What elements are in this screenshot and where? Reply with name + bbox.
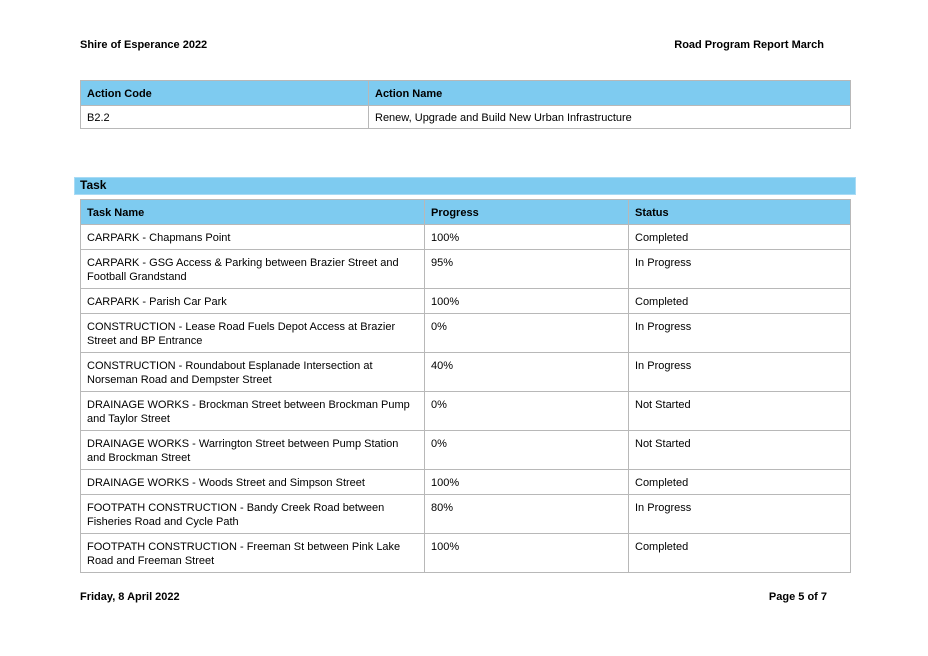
action-table-row [81, 106, 851, 129]
task-name-cell: DRAINAGE WORKS - Brockman Street between Brockman Pump and Taylor Street [81, 392, 425, 431]
action-table [80, 80, 851, 129]
task-table-header-row [81, 200, 851, 225]
table-row [81, 534, 851, 573]
table-row [81, 470, 851, 495]
action-code-cell: B2.2 [81, 106, 369, 129]
task-status-cell: In Progress [629, 495, 851, 534]
task-progress-cell: 0% [425, 431, 629, 470]
task-table [80, 199, 851, 573]
task-progress-cell: 100% [425, 225, 629, 250]
table-row [81, 431, 851, 470]
table-row [81, 495, 851, 534]
task-status-cell: Completed [629, 470, 851, 495]
task-progress-cell: 80% [425, 495, 629, 534]
task-status-cell: In Progress [629, 353, 851, 392]
task-status-cell: Completed [629, 534, 851, 573]
task-name-cell: CARPARK - Parish Car Park [81, 289, 425, 314]
task-progress-cell: 40% [425, 353, 629, 392]
report-date: Friday, 8 April 2022 [80, 591, 180, 603]
task-status-cell: Completed [629, 225, 851, 250]
table-row [81, 225, 851, 250]
task-name-cell: DRAINAGE WORKS - Woods Street and Simpson Street [81, 470, 425, 495]
task-progress-cell: 100% [425, 289, 629, 314]
organisation-name: Shire of Esperance 2022 [80, 39, 208, 51]
task-progress-cell: 0% [425, 392, 629, 431]
task-name-cell: DRAINAGE WORKS - Warrington Street between Pump Station and Brockman Street [81, 431, 425, 470]
task-progress-cell: 100% [425, 534, 629, 573]
task-progress-cell: 100% [425, 470, 629, 495]
progress-header: Progress [425, 200, 629, 225]
report-title: Road Program Report March [674, 39, 824, 51]
task-name-header: Task Name [81, 200, 425, 225]
task-progress-cell: 95% [425, 250, 629, 289]
task-name-cell: FOOTPATH CONSTRUCTION - Bandy Creek Road between Fisheries Road and Cycle Path [81, 495, 425, 534]
task-status-cell: In Progress [629, 314, 851, 353]
task-name-cell: CONSTRUCTION - Roundabout Esplanade Intersection at Norseman Road and Dempster Street [81, 353, 425, 392]
table-row [81, 314, 851, 353]
task-name-cell: CONSTRUCTION - Lease Road Fuels Depot Access at Brazier Street and BP Entrance [81, 314, 425, 353]
task-name-cell: CARPARK - Chapmans Point [81, 225, 425, 250]
action-name-cell: Renew, Upgrade and Build New Urban Infrastructure [369, 106, 851, 129]
task-status-cell: Completed [629, 289, 851, 314]
table-row [81, 289, 851, 314]
page-number: Page 5 of 7 [768, 591, 827, 603]
task-name-cell: CARPARK - GSG Access & Parking between Brazier Street and Football Grandstand [81, 250, 425, 289]
task-progress-cell: 0% [425, 314, 629, 353]
task-section-title: Task [74, 177, 856, 195]
action-code-header: Action Code [81, 81, 369, 106]
action-name-header: Action Name [369, 81, 851, 106]
status-header: Status [629, 200, 851, 225]
task-status-cell: Not Started [629, 431, 851, 470]
table-row [81, 250, 851, 289]
task-name-cell: FOOTPATH CONSTRUCTION - Freeman St between Pink Lake Road and Freeman Street [81, 534, 425, 573]
action-table-header-row [81, 81, 851, 106]
task-status-cell: Not Started [629, 392, 851, 431]
task-status-cell: In Progress [629, 250, 851, 289]
table-row [81, 392, 851, 431]
table-row [81, 353, 851, 392]
